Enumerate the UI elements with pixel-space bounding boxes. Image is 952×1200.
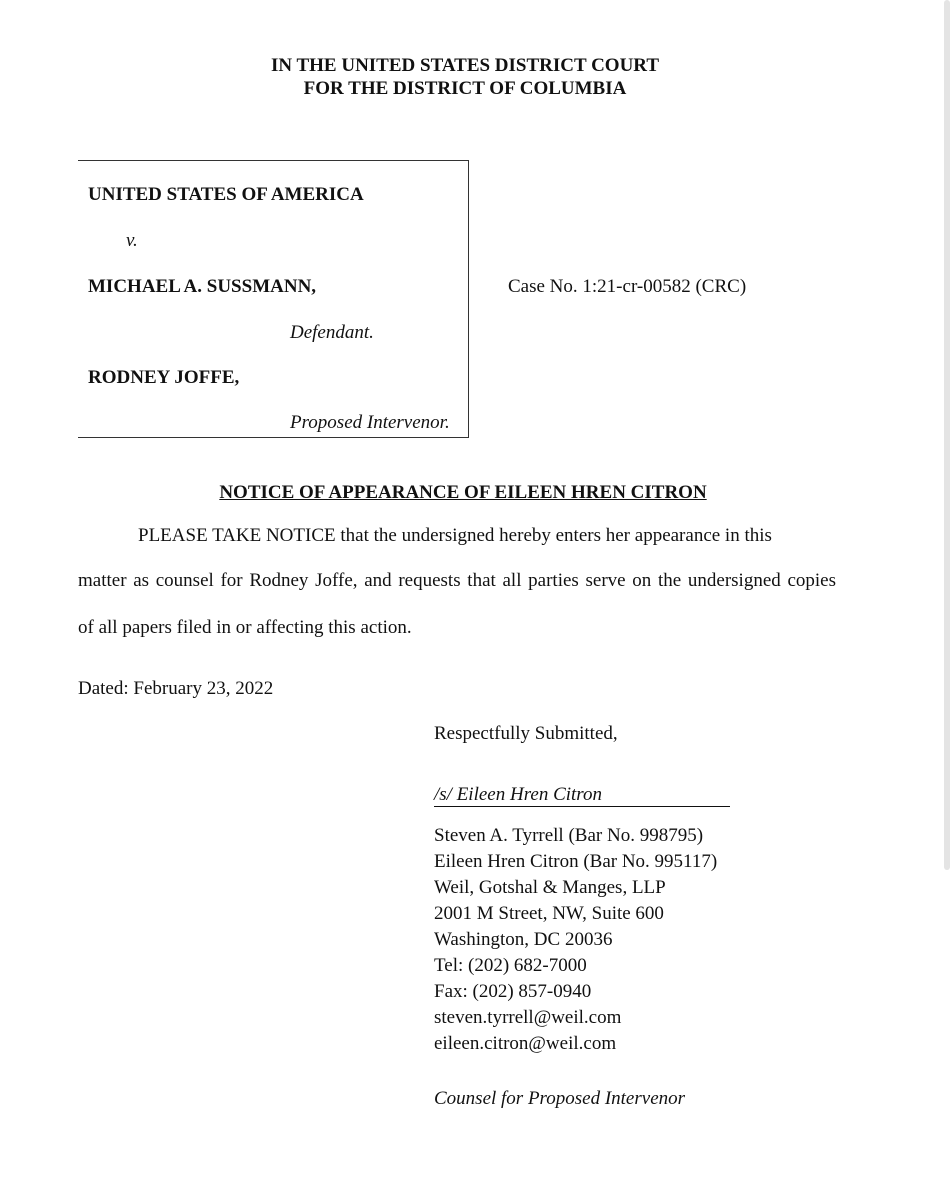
caption-box-bottom-rule (78, 437, 469, 438)
caption-box-top-rule (78, 160, 469, 161)
court-name-line-1: IN THE UNITED STATES DISTRICT COURT (270, 55, 660, 76)
telephone: Tel: (202) 682-7000 (434, 955, 587, 976)
closing-salutation: Respectfully Submitted, (434, 723, 618, 744)
caption-defendant-name: MICHAEL A. SUSSMANN, (88, 276, 317, 297)
fax: Fax: (202) 857-0940 (434, 981, 592, 1002)
dated-line: Dated: February 23, 2022 (78, 678, 274, 699)
vertical-scrollbar[interactable] (944, 0, 950, 870)
caption-intervenor-name: RODNEY JOFFE, (88, 367, 240, 388)
electronic-signature: /s/ Eileen Hren Citron (434, 785, 730, 807)
case-number: Case No. 1:21-cr-00582 (CRC) (508, 276, 747, 297)
caption-box-right-rule (468, 160, 469, 438)
caption-versus: v. (126, 230, 138, 251)
counsel-1-name: Steven A. Tyrrell (Bar No. 998795) (434, 825, 704, 846)
court-name-line-2: FOR THE DISTRICT OF COLUMBIA (303, 78, 627, 99)
counsel-role: Counsel for Proposed Intervenor (434, 1088, 686, 1109)
notice-body-line-3: of all papers filed in or affecting this action. (78, 617, 412, 638)
notice-body-line-2: matter as counsel for Rodney Joffe, and requests that all parties serve on the undersigned copies (78, 570, 836, 591)
email-counsel-2: eileen.citron@weil.com (434, 1033, 617, 1054)
signature-block (434, 823, 717, 1057)
firm-name: Weil, Gotshal & Manges, LLP (434, 877, 666, 898)
email-counsel-1: steven.tyrrell@weil.com (434, 1007, 622, 1028)
notice-title: NOTICE OF APPEARANCE OF EILEEN HREN CITRON (219, 482, 707, 503)
notice-body-line-1: PLEASE TAKE NOTICE that the undersigned hereby enters her appearance in this (138, 525, 772, 546)
caption-defendant-role: Defendant. (290, 322, 374, 343)
caption-intervenor-role: Proposed Intervenor. (290, 412, 450, 433)
counsel-2-name: Eileen Hren Citron (Bar No. 995117) (434, 851, 718, 872)
firm-city-state-zip: Washington, DC 20036 (434, 929, 613, 950)
firm-street-address: 2001 M Street, NW, Suite 600 (434, 903, 664, 924)
caption-plaintiff: UNITED STATES OF AMERICA (88, 184, 364, 205)
